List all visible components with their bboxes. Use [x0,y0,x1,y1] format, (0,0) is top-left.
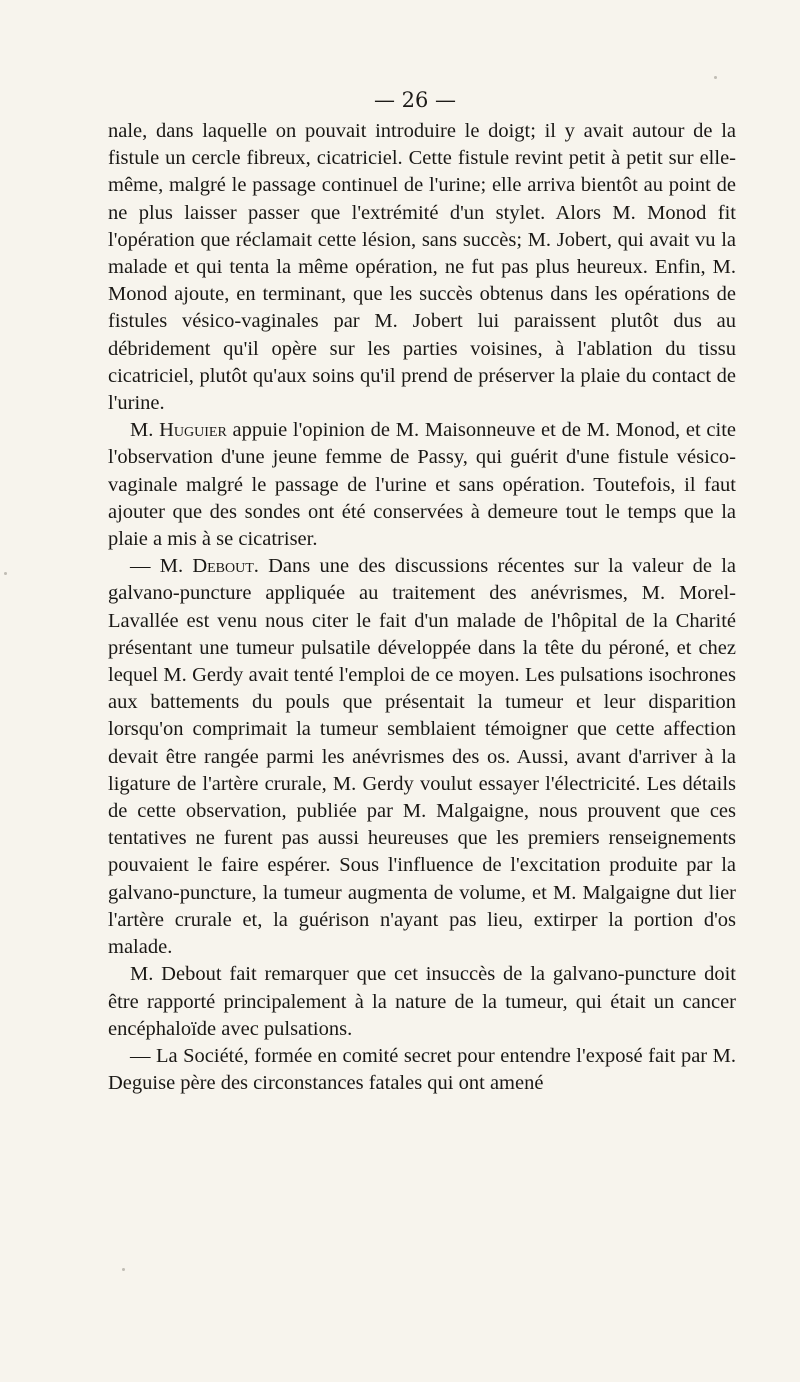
speaker-name: Huguier [159,419,227,442]
body-text [108,118,736,1097]
page-number: — 26 — [373,88,457,112]
paper-speck [714,76,717,79]
paragraph-text: . Dans une des discussions récentes sur la valeur de la galvano-puncture appliquée au traitement des anévrismes, M. Morel-Lavallée est venu nous citer le fait d'un malade de l'hôpital de la Charité présentant une tumeur pulsatile développée dans la tête du péroné, et chez lequel M. Gerdy avait tenté l'emploi de ce moyen. Les pulsations isochrones aux battements du pouls que présentait la tumeur et leur disparition lorsqu'on comprimait la tumeur semblaient témoigner que cette affection devait être rangée parmi les anévrismes des os. Aussi, avant d'arriver à la ligature de l'artère crurale, M. Gerdy voulut essayer l'électricité. Les détails de cette observation, publiée par M. Malgaigne, nous prouvent que ces tentatives ne furent pas aussi heureuses que les premiers renseignements pouvaient le faire espérer. Sous l'influence de l'excitation produite par la galvano-puncture, la tumeur augmenta de volume, et M. Malgaigne dut lier l'artère crurale et, la guérison n'ayant pas lieu, extirper la portion d'os malade. [108,555,736,959]
speaker-name: Debout [192,555,254,578]
paragraph-prefix: M. [130,419,160,442]
paragraph-societe: — La Société, formée en comité secret pour entendre l'exposé fait par M. Deguise père des circonstances fatales qui ont amené [108,1044,736,1095]
paragraph-huguier [108,417,736,553]
paragraph-debout-remark: M. Debout fait remarquer que cet insuccès de la galvano-puncture doit être rapporté principalement à la nature de la tumeur, qui était un cancer encéphaloïde avec pulsations. [108,963,736,1040]
paper-speck [122,1268,125,1271]
paragraph-prefix: — M. [130,555,193,578]
paper-speck [4,572,7,575]
paragraph-continuation: nale, dans laquelle on pouvait introduire le doigt; il y avait autour de la fistule un cercle fibreux, cicatriciel. Cette fistule revint petit à petit sur elle-même, malgré le passage continuel de l'urine; elle arriva bientôt au point de ne plus laisser passer que l'extrémité d'un stylet. Alors M. Monod fit l'opération que réclamait cette lésion, sans succès; M. Jobert, qui avait vu la malade et qui tenta la même opération, ne fut pas plus heureux. Enfin, M. Monod ajoute, en terminant, que les succès obtenus dans les opérations de fistules vésico-vaginales par M. Jobert lui paraissent plutôt dus au débridement qu'il opère sur les parties voisines, à l'ablation du tissu cicatriciel, plutôt qu'aux soins qu'il prend de préserver la plaie du contact de l'urine. [108,120,736,415]
paragraph-debout [108,553,736,961]
paragraph-text: appuie l'opinion de M. Maisonneuve et de M. Monod, et cite l'observation d'une jeune femme de Passy, qui guérit d'une fistule vésico-vaginale malgré le passage de l'urine et sans opération. Toutefois, il faut ajouter que des sondes ont été conservées à demeure tout le temps que la plaie a mis à se cicatriser. [108,419,736,551]
